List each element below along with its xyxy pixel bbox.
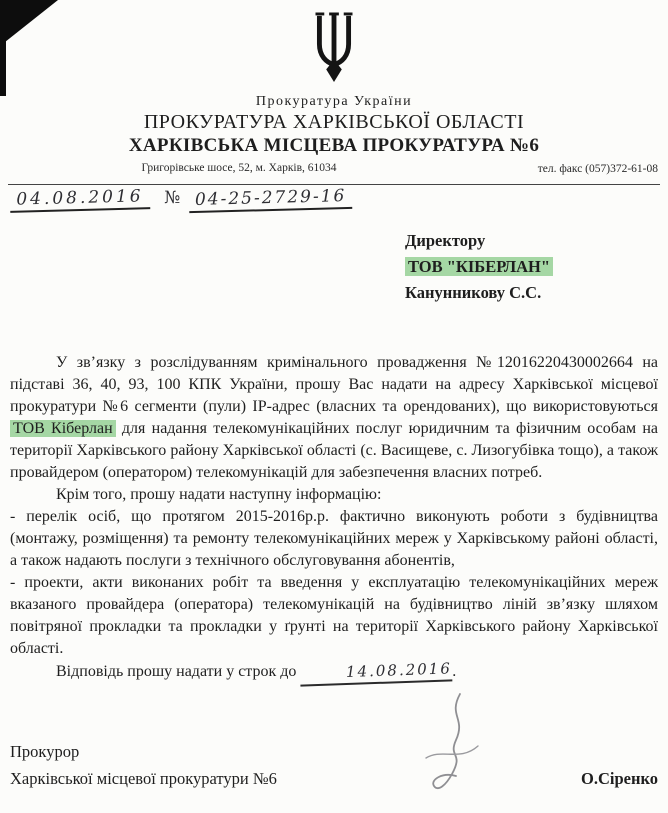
office-title: ПРОКУРАТУРА ХАРКІВСЬКОЇ ОБЛАСТІ xyxy=(143,111,525,133)
deadline-period: . xyxy=(452,663,457,680)
office-address: Григорівське шосе, 52, м. Харків, 61034 xyxy=(141,162,337,174)
org-line: Прокуратура України xyxy=(255,94,413,109)
deadline-text: Відповідь прошу надати у строк до xyxy=(56,663,301,680)
office-subtitle: ХАРКІВСЬКА МІСЦЕВА ПРОКУРАТУРА №6 xyxy=(128,135,540,156)
handwritten-outgoing-number: 04-25-2729-16 xyxy=(188,186,352,213)
handwritten-deadline-date: 14.08.2016 xyxy=(300,657,453,686)
trident-coat-of-arms-icon xyxy=(313,12,355,84)
letterhead xyxy=(0,0,668,185)
reference-line xyxy=(10,188,658,211)
contact-row xyxy=(0,162,668,177)
office-phone: тел. факс (057)372-61-08 xyxy=(537,163,658,175)
recipient-block xyxy=(405,228,553,306)
paragraph-request xyxy=(10,352,658,484)
highlighted-company-name: ТОВ "КІБЕРЛАН" xyxy=(405,257,553,276)
paragraph-request-text-2: для надання телекомунікаційних послуг юридичним та фізичним особам на території Харківського району Харківської області (с. Васищеве, с. Лизогубівка тощо), а також провайдером (оператором) телекомунікацій для забезпечення власних потреб. xyxy=(10,420,659,481)
number-sign-label: № xyxy=(164,188,181,208)
paragraph-list-item-2: - проекти, акти виконаних робіт та введення у експлуатацію телекомунікаційних мереж вказаного провайдера (оператора) телекомунікацій на будівництво ліній зв’язку шляхом повітряної прокладки та прокладки у ґрунті на території Харківського району Харківської області. xyxy=(10,574,658,657)
signer-name: О.Сіренко xyxy=(580,769,658,788)
header-divider xyxy=(8,184,660,185)
paragraph-list-item-1: - перелік осіб, що протягом 2015-2016р.р. фактично виконують роботи з будівництва (монтажу, розміщення) та ремонту телекомунікаційних мереж у Харківському районі області, а також надають послуги з технічного обслуговування абонентів, xyxy=(10,508,658,569)
signer-title-line2: Харківської місцевої прокуратури №6 xyxy=(10,769,277,788)
signer-title-line1: Прокурор xyxy=(10,742,80,761)
letter-body xyxy=(0,352,668,684)
paragraph-request-text-1: У зв’язку з розслідуванням кримінального провадження №12016220430002664 на підставі 36, 40, 93, 100 КПК України, прошу Вас надати на адресу Харківської місцевої прокуратури №6 сегменти (пули) ІР-адрес (власних та орендованих), що використовуються xyxy=(10,354,658,415)
recipient-company xyxy=(405,254,553,280)
paragraph-additional-info: Крім того, прошу надати наступну інформацію: xyxy=(56,486,382,503)
paragraph-deadline xyxy=(10,660,658,684)
recipient-role: Директору xyxy=(405,231,486,250)
signature-block xyxy=(0,742,668,789)
handwritten-date: 04.08.2016 xyxy=(10,186,151,213)
recipient-person: Канунникову С.С. xyxy=(405,283,542,302)
highlighted-company-mention: ТОВ Кіберлан xyxy=(10,420,116,437)
